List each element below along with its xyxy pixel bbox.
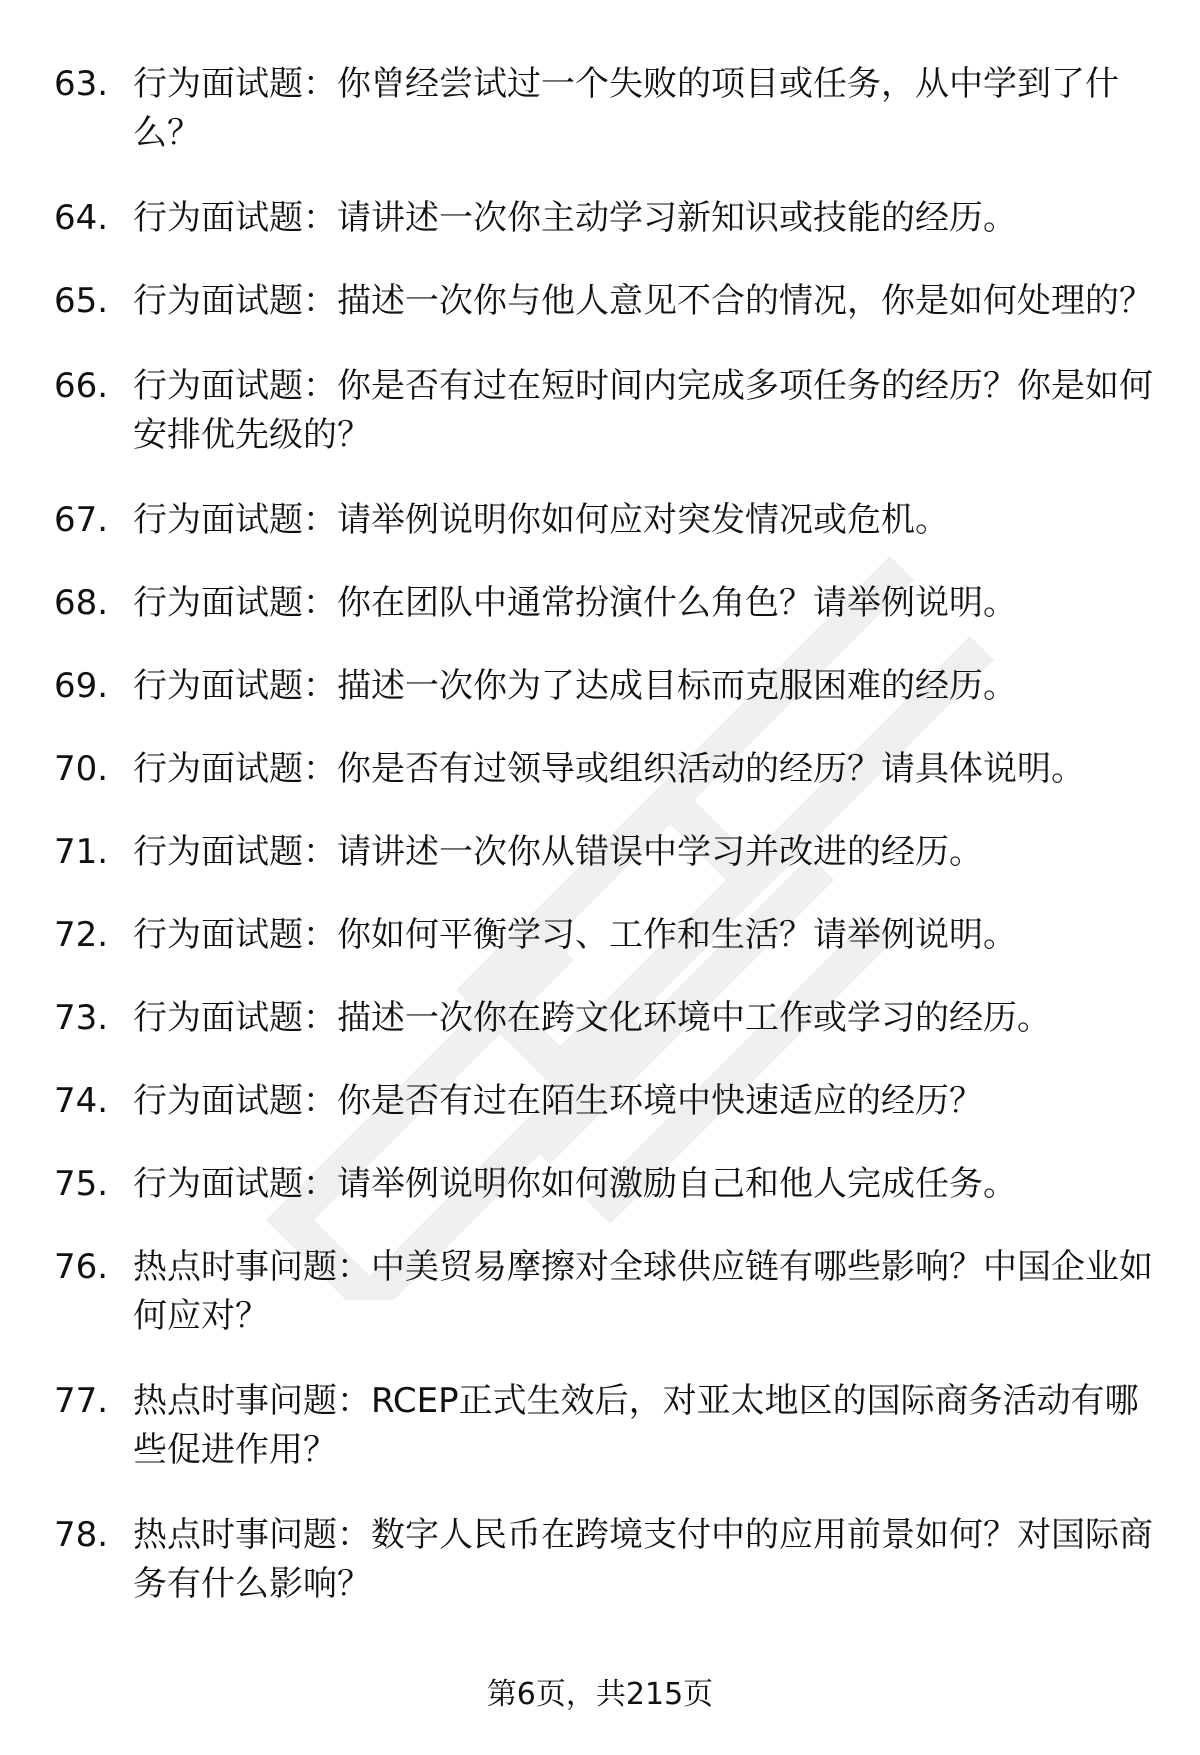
- list-item: [0, 1511, 1200, 1609]
- question-text: 行为面试题：描述一次你与他人意见不合的情况，你是如何处理的？: [133, 281, 1153, 321]
- question-number: 72.: [54, 915, 109, 955]
- question-text: 行为面试题：你是否有过领导或组织活动的经历？请具体说明。: [133, 749, 1085, 789]
- question-text: 行为面试题：你是否有过在陌生环境中快速适应的经历？: [133, 1081, 983, 1121]
- question-text: 行为面试题：请举例说明你如何激励自己和他人完成任务。: [133, 1164, 1017, 1204]
- question-number: 65.: [54, 281, 109, 321]
- list-item: [0, 277, 1200, 326]
- list-item: [0, 60, 1200, 158]
- list-item: [0, 911, 1200, 960]
- question-text: 行为面试题：请讲述一次你主动学习新知识或技能的经历。: [133, 198, 1017, 238]
- list-item: [0, 1243, 1200, 1341]
- list-item: [0, 1077, 1200, 1126]
- question-number: 73.: [54, 998, 109, 1038]
- question-text: 热点时事问题：中美贸易摩擦对全球供应链有哪些影响？中国企业如何应对？: [133, 1247, 1153, 1336]
- question-number: 75.: [54, 1164, 109, 1204]
- question-text: 行为面试题：你在团队中通常扮演什么角色？请举例说明。: [133, 583, 1017, 623]
- list-item: [0, 1377, 1200, 1475]
- question-list: [0, 60, 1200, 1645]
- question-text: 行为面试题：你曾经尝试过一个失败的项目或任务，从中学到了什么？: [133, 64, 1119, 153]
- question-number: 63.: [54, 64, 109, 104]
- list-item: [0, 745, 1200, 794]
- question-number: 64.: [54, 198, 109, 238]
- question-text: 行为面试题：请讲述一次你从错误中学习并改进的经历。: [133, 832, 983, 872]
- question-text: 热点时事问题：数字人民币在跨境支付中的应用前景如何？对国际商务有什么影响？: [133, 1515, 1153, 1604]
- question-number: 76.: [54, 1247, 109, 1287]
- question-number: 74.: [54, 1081, 109, 1121]
- question-text: 行为面试题：你是否有过在短时间内完成多项任务的经历？你是如何安排优先级的？: [133, 366, 1153, 455]
- question-text: 行为面试题：请举例说明你如何应对突发情况或危机。: [133, 500, 949, 540]
- question-number: 77.: [54, 1381, 109, 1421]
- question-text: 行为面试题：描述一次你在跨文化环境中工作或学习的经历。: [133, 998, 1051, 1038]
- question-text: 行为面试题：你如何平衡学习、工作和生活？请举例说明。: [133, 915, 1017, 955]
- list-item: [0, 362, 1200, 460]
- question-number: 69.: [54, 666, 109, 706]
- question-number: 67.: [54, 500, 109, 540]
- question-number: 68.: [54, 583, 109, 623]
- question-number: 66.: [54, 366, 109, 406]
- question-number: 70.: [54, 749, 109, 789]
- list-item: [0, 1160, 1200, 1209]
- page-number-footer: 第6页，共215页: [486, 1677, 714, 1712]
- list-item: [0, 194, 1200, 243]
- list-item: [0, 496, 1200, 545]
- question-number: 78.: [54, 1515, 109, 1555]
- list-item: [0, 828, 1200, 877]
- list-item: [0, 994, 1200, 1043]
- question-text: 行为面试题：描述一次你为了达成目标而克服困难的经历。: [133, 666, 1017, 706]
- list-item: [0, 579, 1200, 628]
- question-text: 热点时事问题：RCEP正式生效后，对亚太地区的国际商务活动有哪些促进作用？: [133, 1381, 1139, 1470]
- list-item: [0, 662, 1200, 711]
- question-number: 71.: [54, 832, 109, 872]
